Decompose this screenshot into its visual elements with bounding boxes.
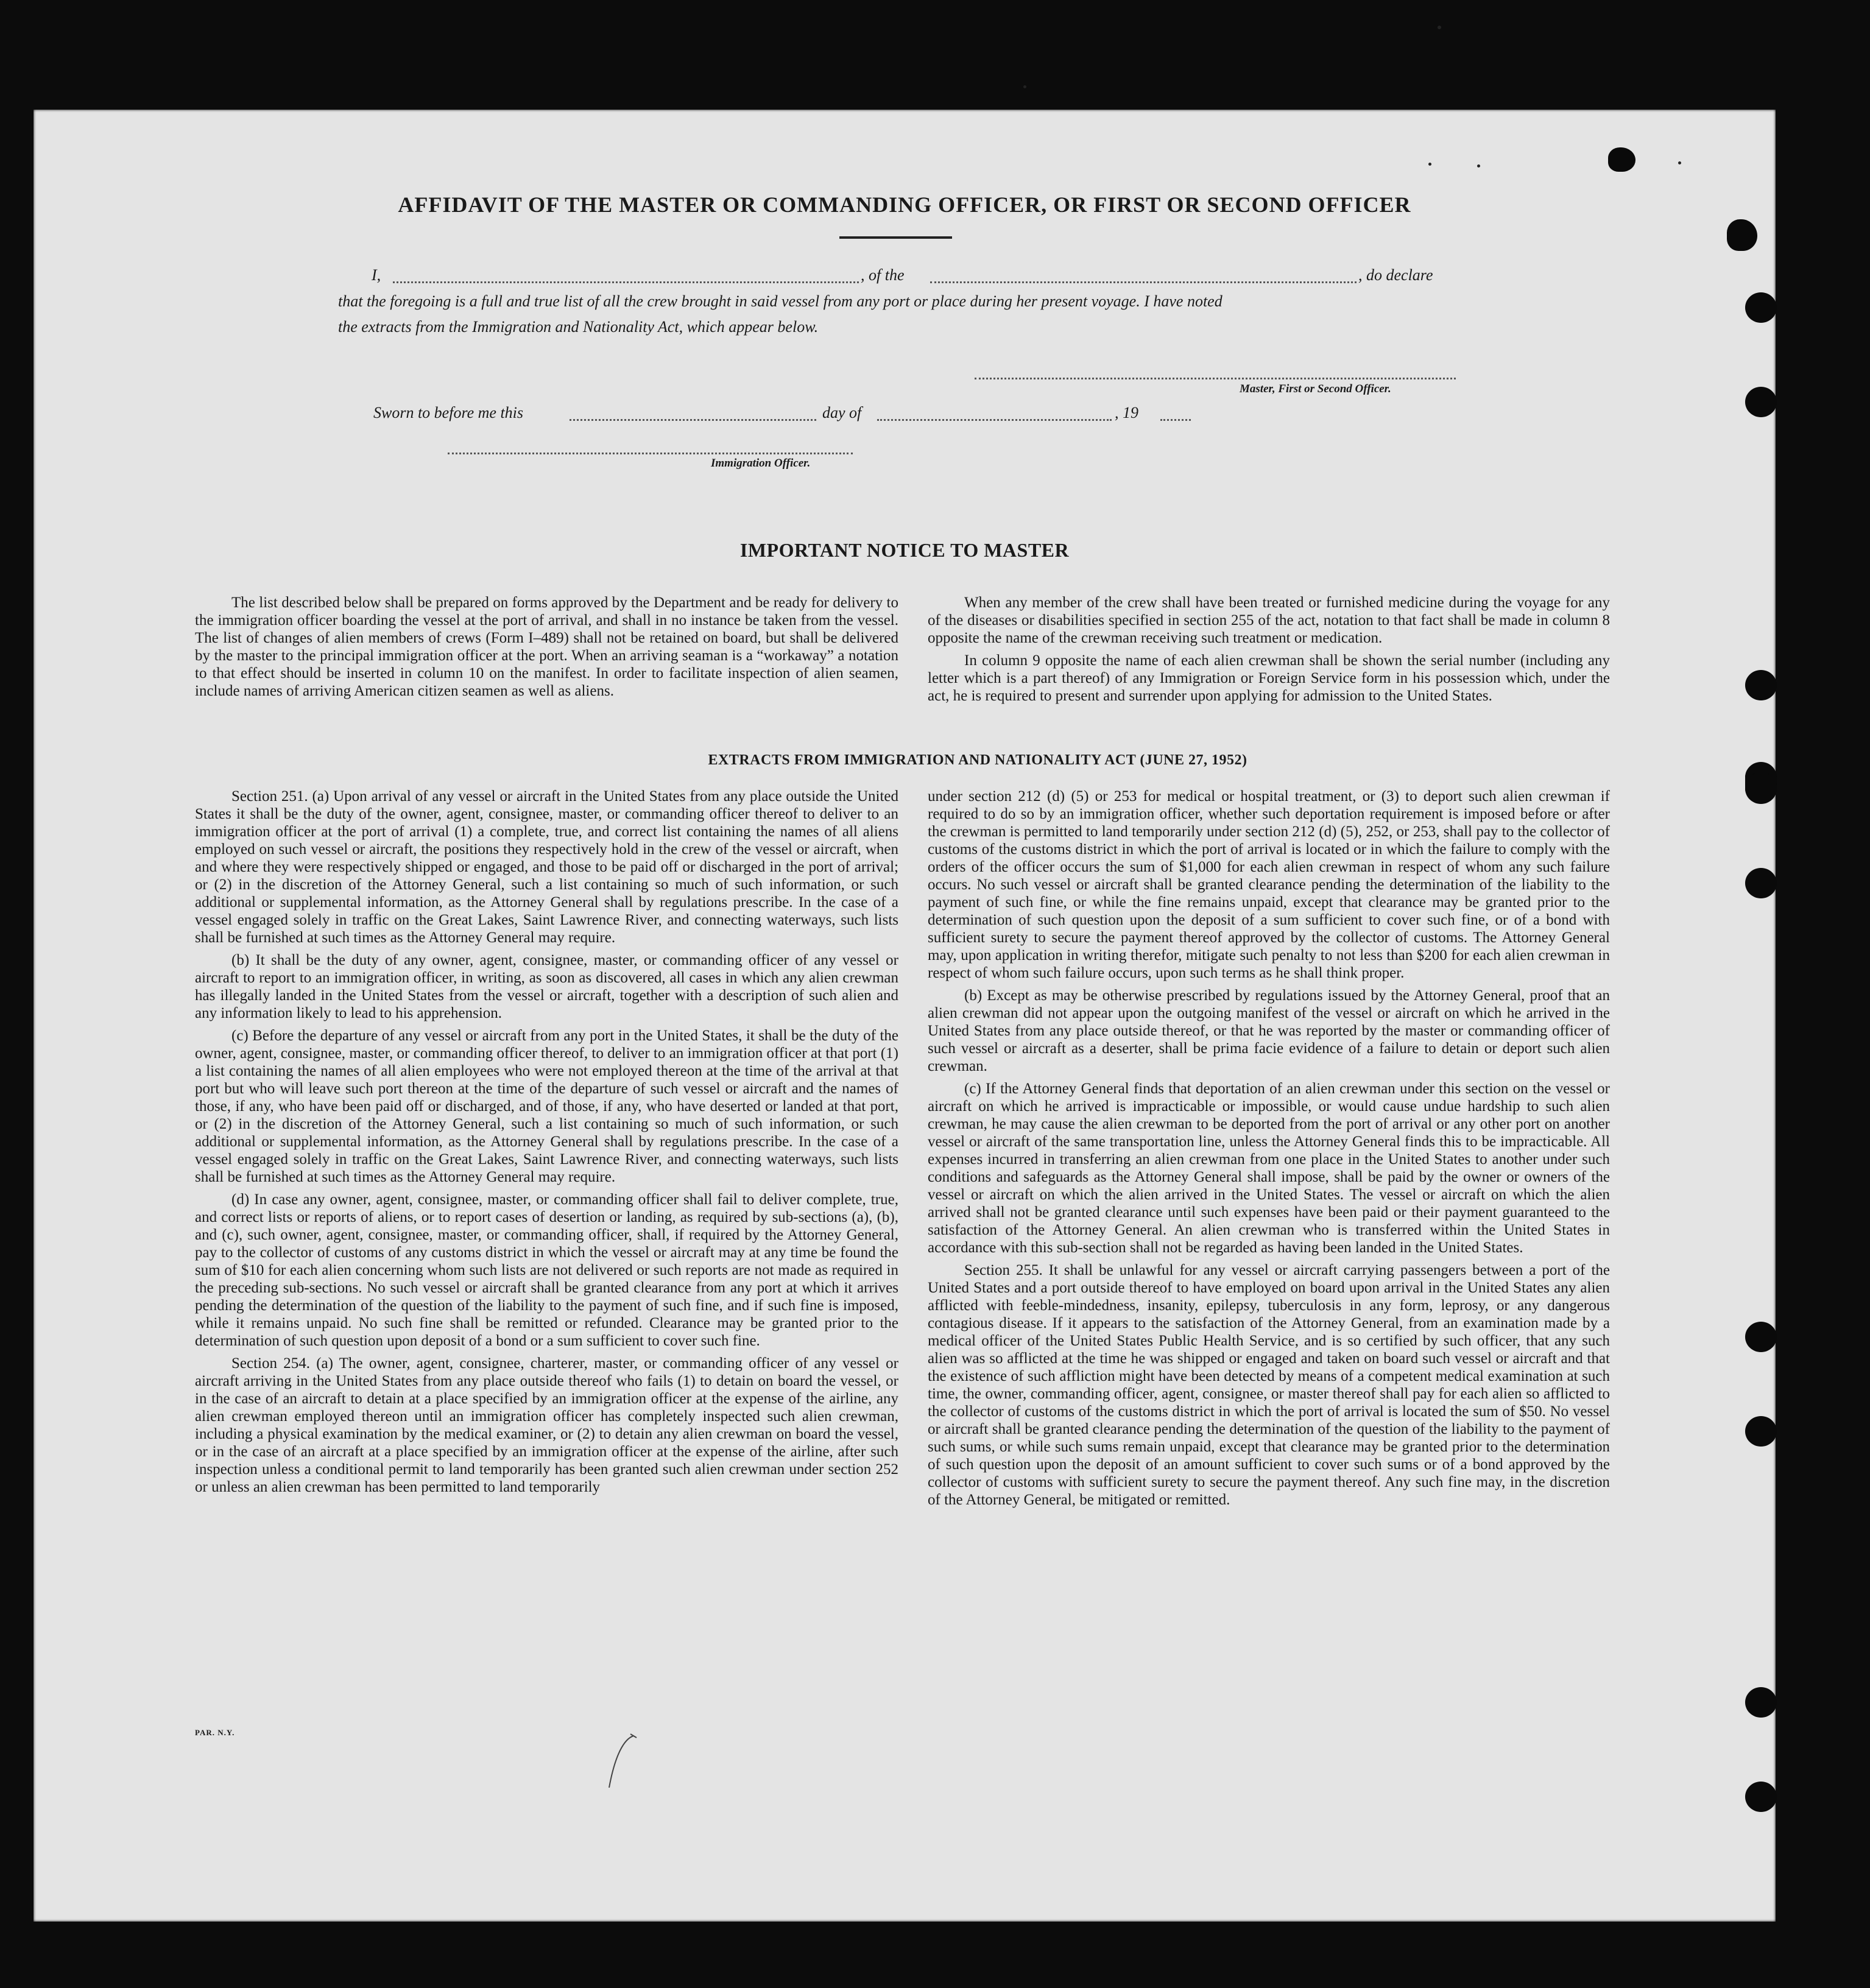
notice-paragraph: The list described below shall be prepared on forms approved by the Department and be ready for delivery to the immigration officer boarding the vessel at the port of arrival, and shall in no instance be taken from the vessel. The list of changes of alien members of crews (Form I–489) shall not be retained on board, but shall be delivered by the master to the principal immigration officer at the port. When an arriving seaman is a “workaway” a notation to that effect should be inserted in column 10 on the manifest. In order to facilitate inspection of alien seamen, include names of arriving American citizen seamen as well as aliens. [195, 594, 898, 699]
extract-paragraph: Section 251. (a) Upon arrival of any vessel or aircraft in the United States from any place outside the United States it shall be the duty of the owner, agent, consignee, master, or commanding officer thereof to deliver to an immigration officer at the port of arrival (1) a complete, true, and correct list containing the names of all aliens employed on such vessel or aircraft, the positions they respectively hold in the crew of the vessel or aircraft, when and where they were respectively shipped or engaged, and those to be paid off or discharged in the port of arrival; or (2) in the discretion of the Attorney General, such a list containing so much of such information, or such additional or supplemental information, as the Attorney General shall by regulations prescribe. In the case of a vessel engaged solely in traffic on the Great Lakes, Saint Lawrence River, and connecting waterways, such lists shall be furnished at such times as the Attorney General may require. [195, 788, 898, 946]
title-underline [839, 236, 952, 239]
page-speck [1678, 161, 1681, 164]
vessel-name-field[interactable] [930, 281, 1357, 283]
affidavit-title: AFFIDAVIT OF THE MASTER OR COMMANDING OFFICER, OR FIRST OR SECOND OFFICER [398, 192, 1411, 217]
extract-paragraph: (b) Except as may be otherwise prescribed by regulations issued by the Attorney General, proof that an alien crewman did not appear upon the outgoing manifest of the vessel or aircraft on which he arrived in the United States from any place outside thereof, or that he was reported by the master or commanding officer of such vessel or aircraft as a deserter, shall be prima facie evidence of a failure to detain or deport such alien crewman. [928, 987, 1610, 1074]
notice-right-column [928, 594, 1610, 710]
extract-paragraph: Section 254. (a) The owner, agent, consignee, charterer, master, or commanding officer of any vessel or aircraft arriving in the United States from any place outside thereof who fails (1) to detain on board the vessel, or in the case of an aircraft to detain at a place specified by an immigration officer at the expense of the airline, any alien crewman employed thereon until an immigration officer has completely inspected such alien crewman, including a physical examination by the medical examiner, or (2) to detain any alien crewman on board the vessel, or in the case of an aircraft at a place specified by an immigration officer at the expense of the airline, after such inspection unless a conditional permit to land temporarily has been granted such alien crewman under section 252 or unless an alien crewman has been permitted to land temporarily [195, 1355, 898, 1495]
extracts-title: EXTRACTS FROM IMMIGRATION AND NATIONALITY ACT (JUNE 27, 1952) [708, 752, 1247, 768]
sworn-year-field[interactable] [1160, 419, 1191, 421]
officer-signature-caption: Immigration Officer. [711, 457, 811, 470]
binder-hole [1745, 1322, 1777, 1352]
page-speck [1428, 163, 1431, 166]
do-declare-label: , do declare [1358, 266, 1433, 284]
officer-signature-field[interactable] [448, 453, 853, 454]
binder-hole [1745, 868, 1777, 898]
extracts-left-column [195, 788, 898, 1501]
extract-paragraph: (c) Before the departure of any vessel or aircraft from any port in the United States, it shall be the duty of the owner, agent, consignee, master, or commanding officer thereof, to deliver to an immigration officer at that port (1) a list containing the names of all alien employees who were not employed thereon at the time of the arrival at that port but who will leave such port thereon at the time of the departure of such vessel or aircraft and the names of those, if any, who have been paid off or discharged, and of those, if any, who have deserted or landed at that port, or (2) in the discretion of the Attorney General, such a list containing so much of such information, or such additional or supplemental information, as the Attorney General shall by regulations prescribe. In the case of a vessel engaged solely in traffic on the Great Lakes, Saint Lawrence River, and connecting waterways, such lists shall be furnished at such times as the Attorney General may require. [195, 1027, 898, 1185]
declarant-label: I, [372, 266, 381, 284]
notice-title: IMPORTANT NOTICE TO MASTER [739, 539, 1070, 561]
binder-hole [1745, 1782, 1777, 1812]
pen-stroke [600, 1733, 643, 1794]
binder-hole [1745, 387, 1777, 417]
of-the-label: , of the [861, 266, 905, 284]
binder-hole [1745, 1416, 1777, 1447]
binder-hole [1745, 670, 1777, 700]
form-sheet [34, 110, 1776, 1922]
year-label: , 19 [1115, 404, 1138, 421]
background-speck [1023, 85, 1026, 88]
sworn-month-field[interactable] [877, 419, 1112, 421]
extract-paragraph: (b) It shall be the duty of any owner, agent, consignee, master, or commanding officer of any vessel or aircraft to report to an immigration officer, in writing, as soon as discovered, all cases in which any alien crewman has illegally landed in the United States from the vessel or aircraft, together with a description of such alien and any information likely to lead to his apprehension. [195, 952, 898, 1021]
background-speck [1438, 26, 1441, 29]
page-speck [1477, 164, 1480, 167]
extract-paragraph: (c) If the Attorney General finds that deportation of an alien crewman under this section on the vessel or aircraft on which he arrived is impracticable or impossible, or would cause undue hardship to such alien crewman, he may cause the alien crewman to be deported from the port of arrival or any other port on another vessel or aircraft of the same transportation line, unless the Attorney General finds this to be impracticable. All expenses incurred in transferring an alien crewman from one place in the United States to another under such conditions and safeguards as the Attorney General shall impose, shall be paid by the owner or owners of the vessel or aircraft on which the alien arrived in the United States. The vessel or aircraft on which the alien arrived shall not be granted clearance until such expenses have been paid or their payment guaranteed to the satisfaction of the Attorney General. An alien crewman who is transferred within the United States in accordance with this sub-section shall not be regarded as having been landed in the United States. [928, 1080, 1610, 1256]
ink-blot [1608, 147, 1635, 172]
master-signature-caption: Master, First or Second Officer. [1240, 382, 1391, 395]
sworn-label: Sworn to before me this [373, 404, 524, 421]
notice-paragraph: In column 9 opposite the name of each alien crewman shall be shown the serial number (including any letter which is a part thereof) of any Immigration or Foreign Service form in his possession which, under the act, he is required to present and surrender upon applying for admission to the United States. [928, 652, 1610, 704]
extract-paragraph: under section 212 (d) (5) or 253 for medical or hospital treatment, or (3) to deport such alien crewman if required to do so by an immigration officer, whether such deportation requirement is imposed before or after the crewman is permitted to land temporarily under section 212 (d) (5), 252, or 253, shall pay to the collector of customs of the customs district in which the port of arrival is located or in which the failure to comply with the orders of the officer occurs the sum of $1,000 for each alien crewman in respect of whom any such failure occurs. No such vessel or aircraft shall be granted clearance pending the determination of the liability to the payment of such fine, or while the fine remains unpaid, except that clearance may be granted prior to the determination of such question upon the deposit of a sum sufficient to cover such fine, or of a bond with sufficient surety to secure the payment thereof approved by the collector of customs. The Attorney General may, upon application in writing therefor, mitigate such penalty to not less than $200 for each alien crewman in respect of whom such failure occurs, upon such terms as he shall think proper. [928, 788, 1610, 981]
extract-paragraph: (d) In case any owner, agent, consignee, master, or commanding officer shall fail to deliver complete, true, and correct lists or reports of aliens, or to report cases of desertion or landing, as required by sub-sections (a), (b), and (c), such owner, agent, consignee, master, or commanding officer, shall, if required by the Attorney General, pay to the collector of customs of any customs district in which the vessel or aircraft may at any time be found the sum of $10 for each alien concerning whom such lists are not delivered or such reports are not made as required in the preceding sub-sections. No such vessel or aircraft shall be granted clearance from any port at which it arrives pending the determination of the question of the liability to the payment of such fine, and if such fine is imposed, while it remains unpaid. No such fine shall be remitted or refunded. Clearance may be granted prior to the determination of such question upon deposit of a bond or a sum sufficient to cover such fine. [195, 1191, 898, 1349]
extracts-right-column [928, 788, 1610, 1514]
ink-blot [1727, 219, 1757, 251]
binder-hole [1745, 292, 1777, 323]
declaration-statement-line2: the extracts from the Immigration and Nationality Act, which appear below. [338, 318, 819, 336]
printer-mark: PAR. N.Y. [195, 1728, 235, 1737]
binder-hole [1745, 773, 1777, 803]
declaration-statement-line1: that the foregoing is a full and true list of all the crew brought in said vessel from any port or place during her present voyage. I have noted [338, 292, 1223, 310]
declarant-name-field[interactable] [393, 281, 859, 283]
master-signature-field[interactable] [975, 378, 1456, 379]
notice-paragraph: When any member of the crew shall have been treated or furnished medicine during the voyage for any of the diseases or disabilities specified in section 255 of the act, notation to that fact shall be made in column 8 opposite the name of the crewman receiving such treatment or medication. [928, 594, 1610, 646]
binder-hole [1745, 1687, 1777, 1718]
sworn-day-field[interactable] [570, 419, 816, 421]
notice-left-column [195, 594, 898, 705]
day-of-label: day of [822, 404, 862, 421]
extract-paragraph: Section 255. It shall be unlawful for any vessel or aircraft carrying passengers between a port of the United States and a port outside thereof to have employed on board upon arrival in the United States any alien afflicted with feeble-mindedness, insanity, epilepsy, tuberculosis in any form, leprosy, or any dangerous contagious disease. If it appears to the satisfaction of the Attorney General, from an examination made by a medical officer of the United States Public Health Service, and is so certified by such officer, that any such alien was so afflicted at the time he was shipped or engaged and taken on board such vessel or aircraft and that the existence of such affliction might have been detected by means of a competent medical examination at such time, the owner, commanding officer, agent, consignee, or master thereof shall pay for each alien so afflicted to the collector of customs of the customs district in which the port of arrival is located the sum of $50. No vessel or aircraft shall be granted clearance pending the determination of the question of the liability to the payment of such sums, or while such sums remain unpaid, except that clearance may be granted prior to the determination of such question upon the deposit of an amount sufficient to cover such sums or of a bond approved by the collector of customs with sufficient surety to secure the payment thereof. Any such fine may, in the discretion of the Attorney General, be mitigated or remitted. [928, 1262, 1610, 1508]
